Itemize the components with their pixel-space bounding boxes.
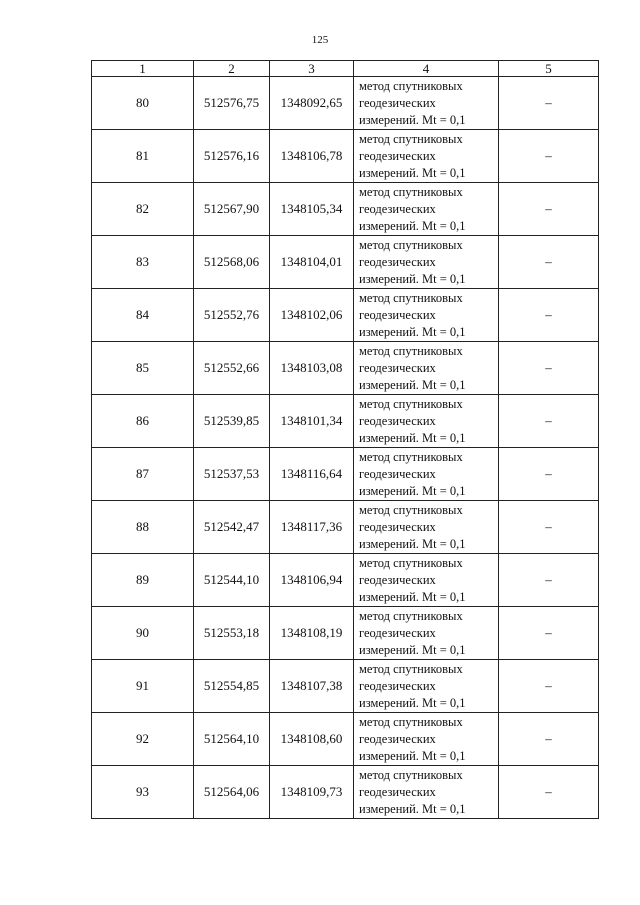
point-number-cell: 85: [92, 342, 194, 395]
point-number-cell: 82: [92, 183, 194, 236]
note-cell: –: [499, 554, 599, 607]
point-number-cell: 93: [92, 766, 194, 819]
point-number-cell: 81: [92, 130, 194, 183]
method-cell: [354, 289, 499, 342]
note-cell: –: [499, 342, 599, 395]
point-number-cell: 84: [92, 289, 194, 342]
x-coordinate-cell: 512576,75: [194, 77, 270, 130]
note-cell: –: [499, 289, 599, 342]
method-line: метод спутниковых: [359, 449, 463, 464]
method-line: геодезических: [359, 95, 436, 110]
header-row: [92, 61, 599, 77]
method-line: геодезических: [359, 784, 436, 799]
y-coordinate-cell: 1348108,60: [270, 713, 354, 766]
x-coordinate-cell: 512542,47: [194, 501, 270, 554]
table-row: [92, 501, 599, 554]
method-line: метод спутниковых: [359, 661, 463, 676]
method-line: измерений. Mt = 0,1: [359, 218, 466, 233]
method-line: геодезических: [359, 466, 436, 481]
column-header-1: 1: [92, 61, 194, 77]
y-coordinate-cell: 1348103,08: [270, 342, 354, 395]
note-cell: –: [499, 501, 599, 554]
method-line: геодезических: [359, 148, 436, 163]
y-coordinate-cell: 1348105,34: [270, 183, 354, 236]
note-cell: –: [499, 448, 599, 501]
note-cell: –: [499, 660, 599, 713]
point-number-cell: 89: [92, 554, 194, 607]
table-row: [92, 554, 599, 607]
x-coordinate-cell: 512576,16: [194, 130, 270, 183]
point-number-cell: 87: [92, 448, 194, 501]
note-cell: –: [499, 713, 599, 766]
point-number-cell: 90: [92, 607, 194, 660]
y-coordinate-cell: 1348107,38: [270, 660, 354, 713]
method-line: измерений. Mt = 0,1: [359, 642, 466, 657]
x-coordinate-cell: 512567,90: [194, 183, 270, 236]
table-row: [92, 448, 599, 501]
method-cell: [354, 766, 499, 819]
method-line: геодезических: [359, 307, 436, 322]
method-cell: [354, 713, 499, 766]
method-line: геодезических: [359, 254, 436, 269]
method-line: измерений. Mt = 0,1: [359, 801, 466, 816]
method-line: измерений. Mt = 0,1: [359, 165, 466, 180]
method-line: метод спутниковых: [359, 343, 463, 358]
note-cell: –: [499, 130, 599, 183]
method-line: геодезических: [359, 413, 436, 428]
note-cell: –: [499, 607, 599, 660]
method-line: метод спутниковых: [359, 237, 463, 252]
method-cell: [354, 342, 499, 395]
table-row: [92, 766, 599, 819]
method-cell: [354, 77, 499, 130]
point-number-cell: 88: [92, 501, 194, 554]
column-header-5: 5: [499, 61, 599, 77]
point-number-cell: 80: [92, 77, 194, 130]
table-row: [92, 395, 599, 448]
method-line: геодезических: [359, 572, 436, 587]
x-coordinate-cell: 512568,06: [194, 236, 270, 289]
y-coordinate-cell: 1348101,34: [270, 395, 354, 448]
method-line: метод спутниковых: [359, 396, 463, 411]
x-coordinate-cell: 512552,76: [194, 289, 270, 342]
method-cell: [354, 130, 499, 183]
note-cell: –: [499, 766, 599, 819]
method-cell: [354, 607, 499, 660]
x-coordinate-cell: 512552,66: [194, 342, 270, 395]
note-cell: –: [499, 77, 599, 130]
x-coordinate-cell: 512564,06: [194, 766, 270, 819]
method-line: измерений. Mt = 0,1: [359, 695, 466, 710]
method-line: геодезических: [359, 625, 436, 640]
method-line: измерений. Mt = 0,1: [359, 324, 466, 339]
y-coordinate-cell: 1348106,78: [270, 130, 354, 183]
x-coordinate-cell: 512554,85: [194, 660, 270, 713]
table-header: [92, 61, 599, 77]
table-row: [92, 660, 599, 713]
method-line: геодезических: [359, 360, 436, 375]
note-cell: –: [499, 183, 599, 236]
method-line: метод спутниковых: [359, 714, 463, 729]
point-number-cell: 83: [92, 236, 194, 289]
method-line: метод спутниковых: [359, 555, 463, 570]
method-line: измерений. Mt = 0,1: [359, 589, 466, 604]
y-coordinate-cell: 1348102,06: [270, 289, 354, 342]
table-row: [92, 289, 599, 342]
column-header-3: 3: [270, 61, 354, 77]
method-line: геодезических: [359, 731, 436, 746]
table-row: [92, 236, 599, 289]
table-row: [92, 77, 599, 130]
method-line: измерений. Mt = 0,1: [359, 271, 466, 286]
method-cell: [354, 554, 499, 607]
method-line: метод спутниковых: [359, 608, 463, 623]
point-number-cell: 86: [92, 395, 194, 448]
y-coordinate-cell: 1348116,64: [270, 448, 354, 501]
method-line: метод спутниковых: [359, 78, 463, 93]
method-cell: [354, 501, 499, 554]
y-coordinate-cell: 1348109,73: [270, 766, 354, 819]
x-coordinate-cell: 512539,85: [194, 395, 270, 448]
method-line: геодезических: [359, 678, 436, 693]
note-cell: –: [499, 395, 599, 448]
method-line: метод спутниковых: [359, 184, 463, 199]
method-cell: [354, 448, 499, 501]
method-cell: [354, 395, 499, 448]
table-row: [92, 713, 599, 766]
method-line: измерений. Mt = 0,1: [359, 430, 466, 445]
method-line: метод спутниковых: [359, 290, 463, 305]
method-cell: [354, 236, 499, 289]
column-header-4: 4: [354, 61, 499, 77]
method-line: метод спутниковых: [359, 131, 463, 146]
method-line: метод спутниковых: [359, 767, 463, 782]
page-number: 125: [311, 34, 329, 46]
y-coordinate-cell: 1348092,65: [270, 77, 354, 130]
method-line: геодезических: [359, 519, 436, 534]
x-coordinate-cell: 512564,10: [194, 713, 270, 766]
table-body: [92, 77, 599, 819]
method-cell: [354, 183, 499, 236]
y-coordinate-cell: 1348106,94: [270, 554, 354, 607]
x-coordinate-cell: 512537,53: [194, 448, 270, 501]
coordinates-table: [91, 60, 599, 819]
x-coordinate-cell: 512544,10: [194, 554, 270, 607]
method-line: метод спутниковых: [359, 502, 463, 517]
table-row: [92, 342, 599, 395]
point-number-cell: 92: [92, 713, 194, 766]
x-coordinate-cell: 512553,18: [194, 607, 270, 660]
method-line: измерений. Mt = 0,1: [359, 483, 466, 498]
note-cell: –: [499, 236, 599, 289]
method-line: измерений. Mt = 0,1: [359, 377, 466, 392]
y-coordinate-cell: 1348104,01: [270, 236, 354, 289]
y-coordinate-cell: 1348108,19: [270, 607, 354, 660]
method-cell: [354, 660, 499, 713]
table-row: [92, 183, 599, 236]
y-coordinate-cell: 1348117,36: [270, 501, 354, 554]
method-line: измерений. Mt = 0,1: [359, 112, 466, 127]
table-row: [92, 130, 599, 183]
method-line: геодезических: [359, 201, 436, 216]
method-line: измерений. Mt = 0,1: [359, 748, 466, 763]
point-number-cell: 91: [92, 660, 194, 713]
method-line: измерений. Mt = 0,1: [359, 536, 466, 551]
column-header-2: 2: [194, 61, 270, 77]
table-row: [92, 607, 599, 660]
